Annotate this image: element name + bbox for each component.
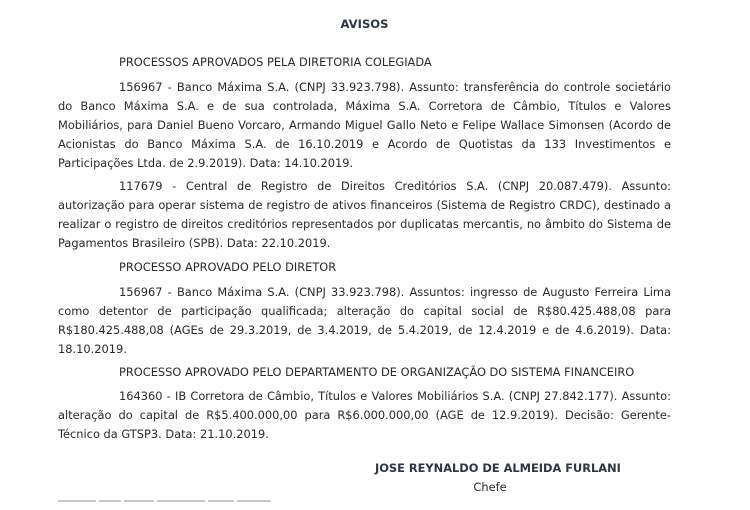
cut-off-text-line	[58, 500, 308, 510]
section-heading-departamento: PROCESSO APROVADO PELO DEPARTAMENTO DE ORGANIZAÇÃO DO SISTEMA FINANCEIRO	[119, 365, 635, 379]
section-heading-diretor: PROCESSO APROVADO PELO DIRETOR	[119, 260, 337, 274]
section-heading-diretoria-colegiada: PROCESSOS APROVADOS PELA DIRETORIA COLEGIADA	[119, 55, 432, 69]
process-paragraph-156967-banco-maxima: 156967 - Banco Máxima S.A. (CNPJ 33.923.798). Assunto: transferência do controle societário do Banco Máxima S.A. e de sua controlada, Máxima S.A. Corretora de Câmbio, Títulos e Valores Mobiliários, para Daniel Bueno Vorcaro, Armando Miguel Gallo Neto e Felipe Wallace Simonsen (Acordo de Acionistas do Banco Máxima S.A. de 16.10.2019 e Acordo de Quotistas da 133 Investimentos e Participações Ltda. de 2.9.2019). Data: 14.10.2019.	[58, 80, 671, 170]
signatory-name: JOSE REYNALDO DE ALMEIDA FURLANI	[375, 461, 621, 475]
signature-block	[375, 459, 621, 497]
signatory-role: Chefe	[473, 480, 507, 494]
page-title: AVISOS	[340, 17, 389, 31]
process-paragraph-117679-crdc: 117679 - Central de Registro de Direitos Creditórios S.A. (CNPJ 20.087.479). Assunto: autorização para operar sistema de registro de ativos financeiros (Sistema de Registro CRDC), destinado a realizar o registro de direitos creditórios representados por duplicatas mercantis, no âmbito do Sistema de Pagamentos Brasileiro (SPB). Data: 22.10.2019.	[58, 179, 671, 250]
process-paragraph-164360-ib-corretora: 164360 - IB Corretora de Câmbio, Títulos e Valores Mobiliários S.A. (CNPJ 27.842.177). Assunto: alteração do capital de R$5.400.000,00 para R$6.000.000,00 (AGE de 12.9.2019). Decisão: Gerente-Técnico da GTSP3. Data: 21.10.2019.	[58, 389, 671, 441]
process-paragraph-156967-capital: 156967 - Banco Máxima S.A. (CNPJ 33.923.798). Assuntos: ingresso de Augusto Ferreira Lima como detentor de participação qualificada; alteração do capital social de R$80.425.488,08 para R$180.425.488,08 (AGEs de 29.3.2019, de 3.4.2019, de 5.4.2019, de 12.4.2019 e de 4.6.2019). Data: 18.10.2019.	[58, 285, 671, 356]
